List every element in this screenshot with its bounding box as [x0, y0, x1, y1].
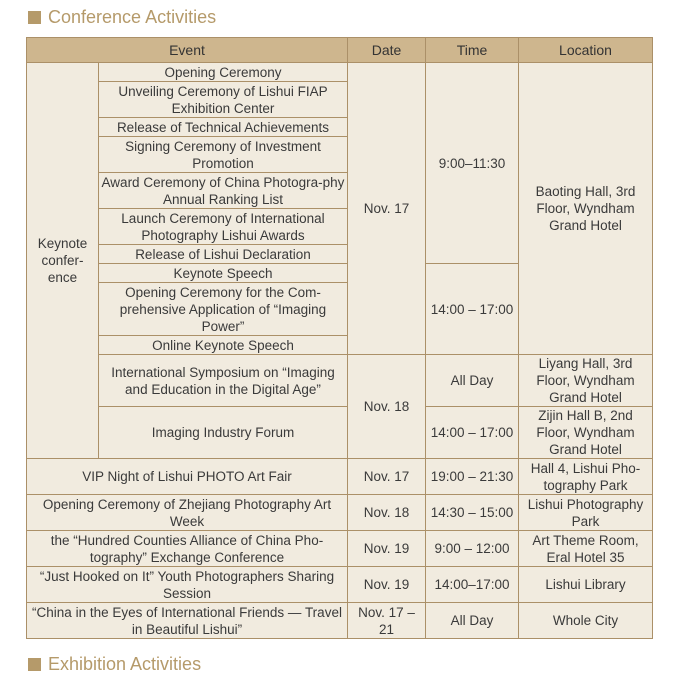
event-cell: Release of Technical Achievements	[99, 118, 348, 137]
event-cell: International Symposium on “Imaging and Education in the Digital Age”	[99, 355, 348, 407]
event-cell: Keynote Speech	[99, 264, 348, 283]
time-cell: All Day	[426, 355, 519, 407]
square-bullet-icon	[28, 11, 41, 24]
event-cell: Opening Ceremony of Zhejiang Photography Art Week	[27, 495, 348, 531]
time-cell: 14:00–17:00	[426, 567, 519, 603]
time-cell: 14:00 – 17:00	[426, 264, 519, 355]
event-cell: Signing Ceremony of Investment Promotion	[99, 137, 348, 173]
event-cell: VIP Night of Lishui PHOTO Art Fair	[27, 459, 348, 495]
keynote-group-label: Keynote confer-ence	[27, 63, 99, 459]
date-cell: Nov. 17	[348, 459, 426, 495]
time-cell: 19:00 – 21:30	[426, 459, 519, 495]
event-cell: Imaging Industry Forum	[99, 407, 348, 459]
location-cell: Art Theme Room, Eral Hotel 35	[519, 531, 653, 567]
event-cell: Opening Ceremony for the Com-prehensive Application of “Imaging Power”	[99, 283, 348, 336]
square-bullet-icon	[28, 658, 41, 671]
table-row	[27, 567, 653, 603]
date-cell: Nov. 18	[348, 355, 426, 459]
location-cell: Whole City	[519, 603, 653, 639]
location-cell: Hall 4, Lishui Pho-tography Park	[519, 459, 653, 495]
table-row	[27, 63, 653, 82]
section-title-text: Conference Activities	[48, 6, 217, 27]
table-row	[27, 355, 653, 407]
table-header-row	[27, 38, 653, 63]
time-cell: 9:00–11:30	[426, 63, 519, 264]
table-row	[27, 495, 653, 531]
table-row	[27, 531, 653, 567]
table-row	[27, 407, 653, 459]
location-cell: Zijin Hall B, 2nd Floor, Wyndham Grand Hotel	[519, 407, 653, 459]
header-time: Time	[426, 38, 519, 63]
event-cell: the “Hundred Counties Alliance of China Pho-tography” Exchange Conference	[27, 531, 348, 567]
section-title-conference	[28, 7, 216, 27]
header-location: Location	[519, 38, 653, 63]
time-cell: 14:00 – 17:00	[426, 407, 519, 459]
time-cell: 14:30 – 15:00	[426, 495, 519, 531]
location-cell: Lishui Photography Park	[519, 495, 653, 531]
event-cell: Opening Ceremony	[99, 63, 348, 82]
date-cell: Nov. 18	[348, 495, 426, 531]
event-cell: Award Ceremony of China Photogra-phy Annual Ranking List	[99, 173, 348, 209]
event-cell: Unveiling Ceremony of Lishui FIAP Exhibition Center	[99, 82, 348, 118]
schedule-table	[26, 37, 653, 639]
section-title-exhibition	[28, 654, 201, 674]
event-cell: Launch Ceremony of International Photography Lishui Awards	[99, 209, 348, 245]
location-cell: Baoting Hall, 3rd Floor, Wyndham Grand Hotel	[519, 63, 653, 355]
date-cell: Nov. 17 – 21	[348, 603, 426, 639]
date-cell: Nov. 17	[348, 63, 426, 355]
event-cell: Release of Lishui Declaration	[99, 245, 348, 264]
event-cell: “Just Hooked on It” Youth Photographers Sharing Session	[27, 567, 348, 603]
event-cell: “China in the Eyes of International Friends — Travel in Beautiful Lishui”	[27, 603, 348, 639]
header-event: Event	[27, 38, 348, 63]
date-cell: Nov. 19	[348, 531, 426, 567]
time-cell: All Day	[426, 603, 519, 639]
section-title-text: Exhibition Activities	[48, 653, 202, 674]
location-cell: Liyang Hall, 3rd Floor, Wyndham Grand Hotel	[519, 355, 653, 407]
date-cell: Nov. 19	[348, 567, 426, 603]
time-cell: 9:00 – 12:00	[426, 531, 519, 567]
event-cell: Online Keynote Speech	[99, 336, 348, 355]
location-cell: Lishui Library	[519, 567, 653, 603]
header-date: Date	[348, 38, 426, 63]
table-row	[27, 603, 653, 639]
table-row	[27, 459, 653, 495]
